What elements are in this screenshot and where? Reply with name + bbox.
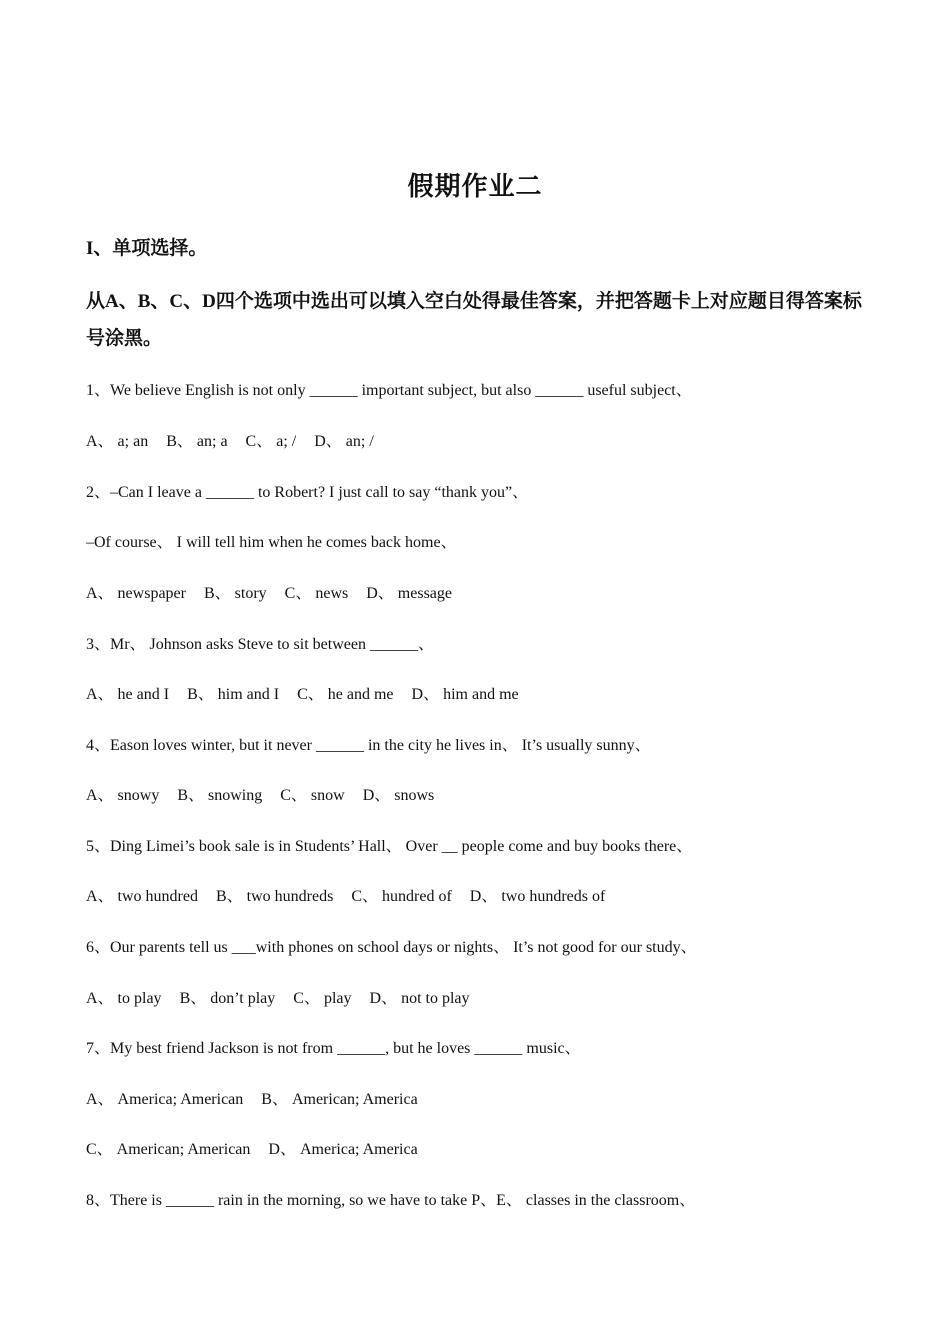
option-d: D、 an; / [314, 433, 374, 450]
option-d: D、 message [366, 585, 452, 602]
option-b: B、 don’t play [179, 990, 276, 1007]
option-a: A、 a; an [86, 433, 149, 450]
option-c: C、 play [293, 990, 352, 1007]
question-8: 8、There is ______ rain in the morning, so we have to take P、E、 classes in the classroom、 [86, 1192, 696, 1209]
option-d: D、 not to play [369, 990, 470, 1007]
option-b: B、 story [203, 585, 267, 602]
question-7-options-ab [86, 1089, 432, 1111]
option-d: D、 him and me [411, 686, 519, 703]
question-1-options [86, 431, 388, 453]
question-5-options [86, 886, 619, 908]
option-b: B、 snowing [177, 787, 263, 804]
option-b: B、 two hundreds [216, 888, 334, 905]
option-d: D、 America; America [268, 1141, 418, 1158]
option-c: C、 snow [280, 787, 345, 804]
option-b: B、 him and I [187, 686, 280, 703]
option-b: B、 American; America [261, 1091, 418, 1108]
question-6-options [86, 988, 484, 1010]
question-2: 2、–Can I leave a ______ to Robert? I just call to say “thank you”、 [86, 484, 529, 501]
question-4: 4、Eason loves winter, but it never ______ in the city he lives in、 It’s usually sunny、 [86, 737, 651, 754]
option-b: B、 an; a [166, 433, 228, 450]
section-instruction: 从A、B、C、D四个选项中选出可以填入空白处得最佳答案，并把答题卡上对应题目得答案标号涂黑。 [86, 291, 862, 349]
question-3: 3、Mr、 Johnson asks Steve to sit between ______、 [86, 636, 434, 653]
question-5: 5、Ding Limei’s book sale is in Students’ Hall、 Over __ people come and buy books there、 [86, 838, 693, 855]
question-4-options [86, 785, 448, 807]
option-d: D、 snows [362, 787, 435, 804]
option-c: C、 a; / [245, 433, 297, 450]
option-c: C、 news [284, 585, 349, 602]
question-7-options-cd [86, 1139, 432, 1161]
question-2-options [86, 583, 466, 605]
document-title: 假期作业二 [407, 172, 543, 201]
question-3-options [86, 684, 533, 706]
option-a: A、 to play [86, 990, 162, 1007]
option-a: A、 snowy [86, 787, 160, 804]
option-a: A、 he and I [86, 686, 170, 703]
option-c: C、 he and me [297, 686, 394, 703]
option-a: A、 two hundred [86, 888, 198, 905]
option-c: C、 hundred of [351, 888, 452, 905]
option-a: A、 newspaper [86, 585, 186, 602]
question-7: 7、My best friend Jackson is not from ______, but he loves ______ music、 [86, 1040, 581, 1057]
option-a: A、 America; American [86, 1091, 244, 1108]
section-heading: I、单项选择。 [86, 238, 208, 259]
option-c: C、 American; American [86, 1141, 251, 1158]
question-2-reply: –Of course、 I will tell him when he comes back home、 [86, 534, 457, 551]
question-6: 6、Our parents tell us ___with phones on school days or nights、 It’s not good for our study、 [86, 939, 697, 956]
question-1: 1、We believe English is not only ______ important subject, but also ______ useful subject、 [86, 382, 692, 399]
option-d: D、 two hundreds of [469, 888, 606, 905]
